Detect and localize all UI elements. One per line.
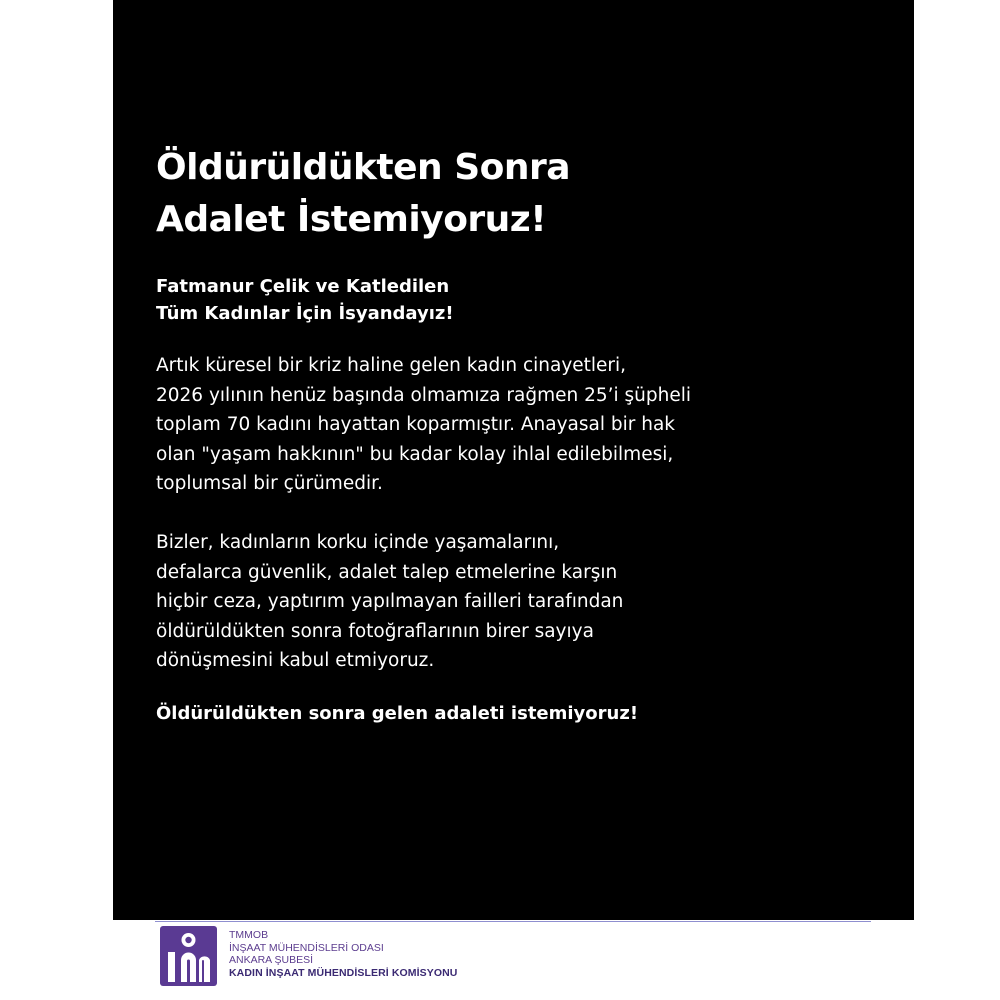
paragraph-1-line: Artık küresel bir kriz haline gelen kadın cinayetleri, [156, 355, 627, 376]
paragraph-2-line: Bizler, kadınların korku içinde yaşamalarını, [156, 532, 560, 553]
subheadline-line-2: Tüm Kadınlar İçin İsyandayız! [156, 303, 454, 324]
subheadline-line-1: Fatmanur Çelik ve Katledilen [156, 276, 450, 297]
org-line-commission: KADIN İNŞAAT MÜHENDİSLERİ KOMİSYONU [229, 966, 458, 979]
closing-statement: Öldürüldükten sonra gelen adaleti istemiyoruz! [156, 703, 639, 724]
poster [113, 0, 914, 920]
headline-line-2: Adalet İstemiyoruz! [156, 199, 547, 240]
organization-info [229, 929, 457, 979]
footer-divider [155, 921, 871, 922]
paragraph-1-line: 2026 yılının henüz başında olmamıza rağmen 25’i şüpheli [156, 384, 692, 406]
headline [156, 142, 570, 246]
paragraph-1-line: toplumsal bir çürümedir. [156, 473, 383, 494]
paragraph-2 [156, 528, 623, 676]
paragraph-2-line: hiçbir ceza, yaptırım yapılmayan failleri tarafından [156, 591, 624, 612]
paragraph-2-line: öldürüldükten sonra fotoğraflarının birer sayıya [156, 620, 594, 642]
paragraph-1-line: olan "yaşam hakkının" bu kadar kolay ihlal edilebilmesi, [156, 443, 674, 465]
imo-logo-icon [160, 926, 217, 986]
org-line-tmmob: TMMOB [229, 929, 269, 941]
paragraph-1-line: toplam 70 kadını hayattan koparmıştır. Anayasal bir hak [156, 414, 676, 435]
headline-line-1: Öldürüldükten Sonra [156, 147, 571, 188]
org-line-chamber: İNŞAAT MÜHENDİSLERİ ODASI [229, 941, 384, 954]
paragraph-2-line: defalarca güvenlik, adalet talep etmelerine karşın [156, 561, 618, 583]
paragraph-2-line: dönüşmesini kabul etmiyoruz. [156, 650, 435, 671]
subheadline [156, 273, 454, 327]
paragraph-1 [156, 351, 691, 499]
org-line-branch: ANKARA ŞUBESİ [229, 954, 314, 966]
